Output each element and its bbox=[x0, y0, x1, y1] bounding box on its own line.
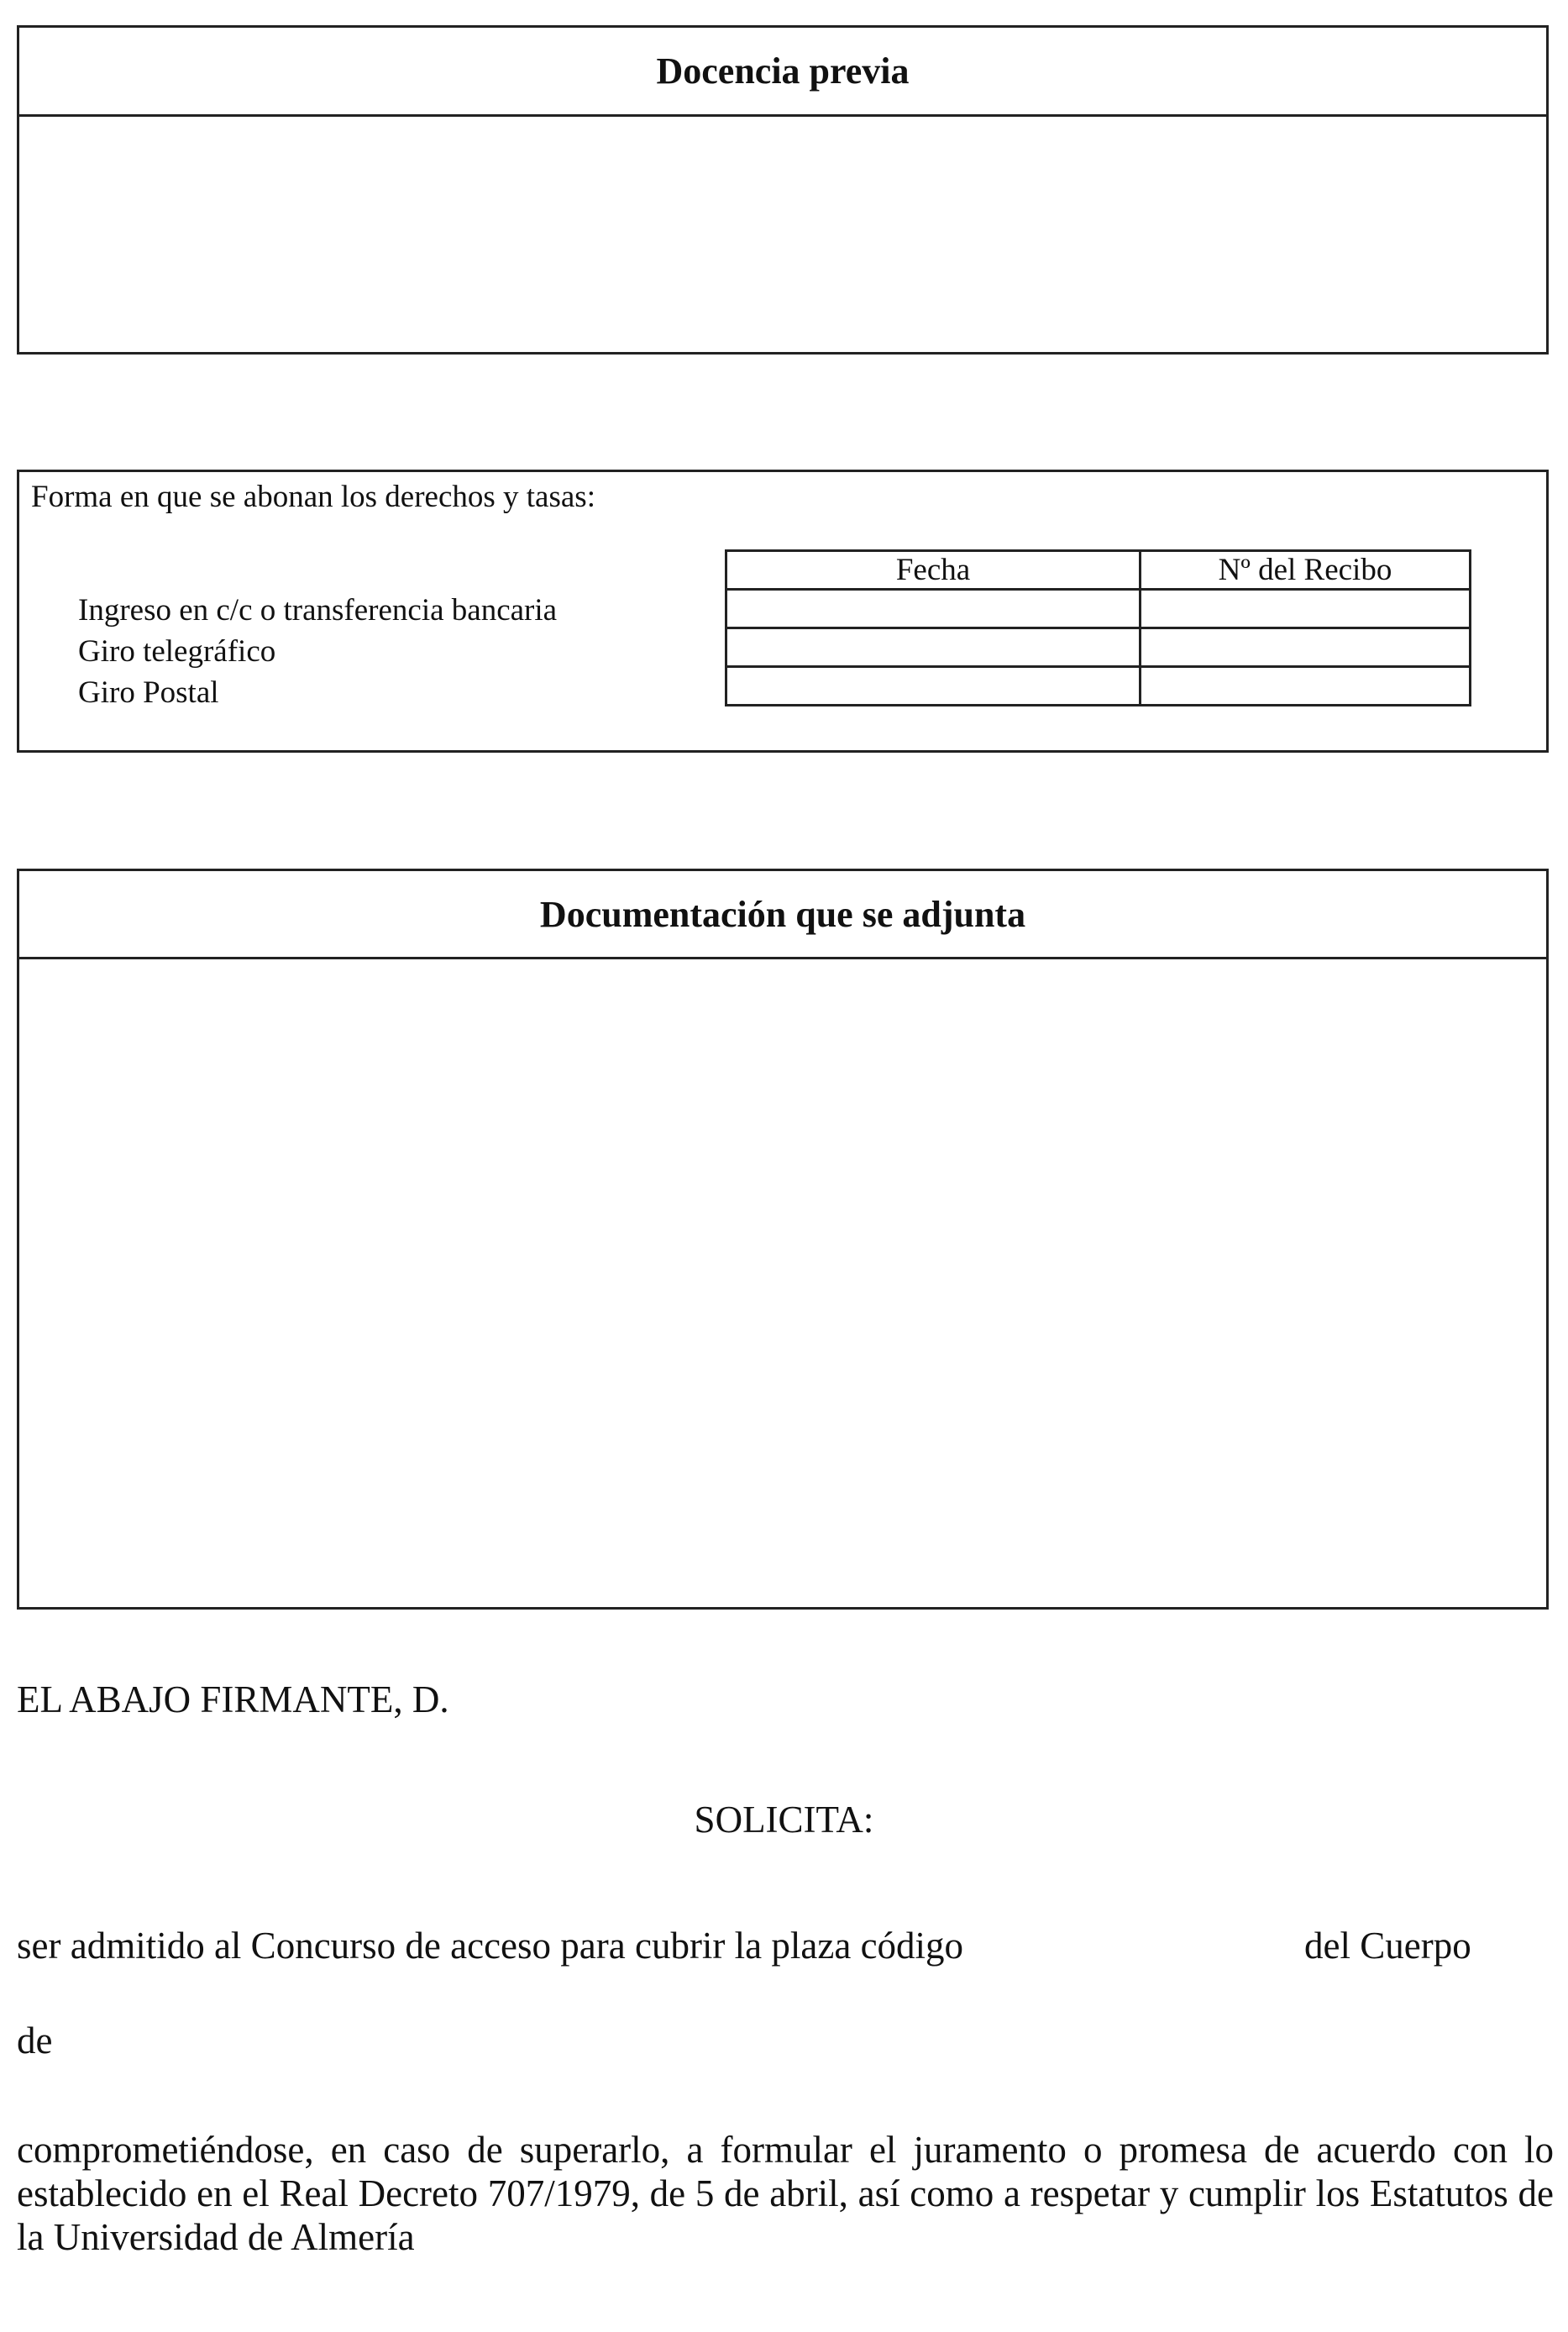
solicita-heading: SOLICITA: bbox=[694, 1799, 874, 1841]
payment-method-item: Ingreso en c/c o transferencia bancaria bbox=[78, 593, 558, 628]
fecha-cell[interactable] bbox=[726, 667, 1141, 706]
payment-method-item: Giro telegráfico bbox=[78, 634, 276, 669]
column-header-fecha: Fecha bbox=[726, 551, 1141, 590]
documentacion-title: Documentación que se adjunta bbox=[19, 871, 1546, 959]
de-text: de bbox=[17, 2019, 53, 2062]
fecha-cell[interactable] bbox=[726, 628, 1141, 667]
receipt-table bbox=[725, 549, 1471, 706]
recibo-cell[interactable] bbox=[1141, 628, 1471, 667]
docencia-previa-box bbox=[17, 25, 1549, 355]
payment-method-list bbox=[78, 590, 557, 713]
recibo-cell[interactable] bbox=[1141, 590, 1471, 628]
table-row bbox=[726, 590, 1471, 628]
payment-method-item: Giro Postal bbox=[78, 675, 219, 710]
del-cuerpo-text: del Cuerpo bbox=[1304, 1925, 1471, 1967]
column-header-recibo: Nº del Recibo bbox=[1141, 551, 1471, 590]
documentacion-field[interactable] bbox=[19, 959, 1546, 1606]
fecha-cell[interactable] bbox=[726, 590, 1141, 628]
admitido-text: ser admitido al Concurso de acceso para cubrir la plaza código bbox=[17, 1925, 964, 1967]
table-row bbox=[726, 628, 1471, 667]
table-row bbox=[726, 667, 1471, 706]
payment-method-title: Forma en que se abonan los derechos y tasas: bbox=[31, 480, 595, 514]
docencia-previa-field[interactable] bbox=[19, 117, 1546, 352]
documentacion-box bbox=[17, 869, 1549, 1610]
recibo-cell[interactable] bbox=[1141, 667, 1471, 706]
receipt-table-header-row bbox=[726, 551, 1471, 590]
payment-method-box bbox=[17, 470, 1549, 753]
abajo-firmante-label: EL ABAJO FIRMANTE, D. bbox=[17, 1678, 449, 1720]
docencia-previa-title: Docencia previa bbox=[19, 28, 1546, 117]
commitment-paragraph: comprometiéndose, en caso de superarlo, a formular el juramento o promesa de acuerdo con lo establecido en el Real Decreto 707/1979, de 5 de abril, así como a respetar y cumplir los Estatutos de la Universidad de Almería bbox=[17, 2129, 1554, 2258]
